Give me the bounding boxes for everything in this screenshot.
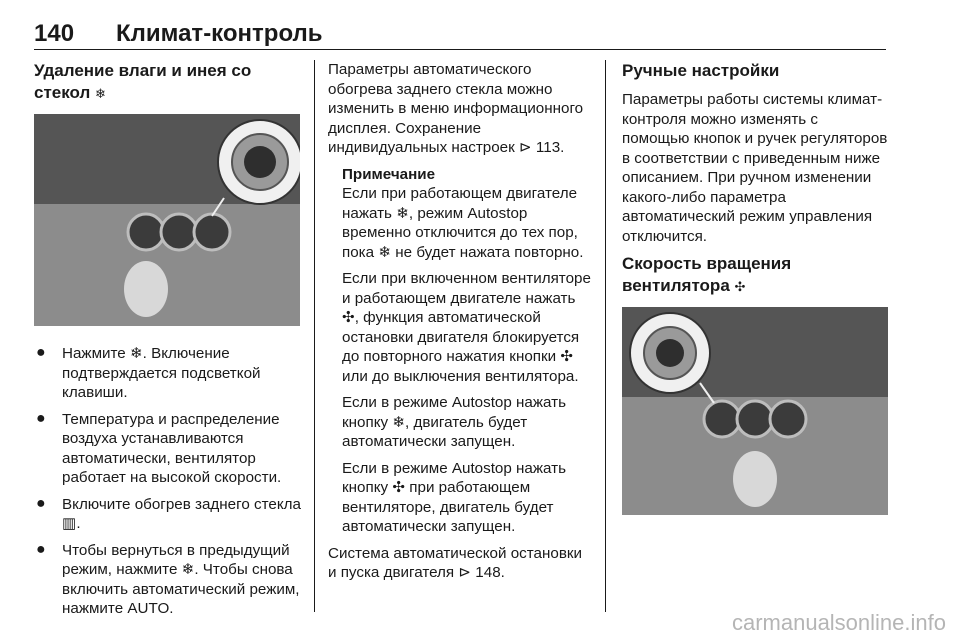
windshield-defrost-icon: ❄ [95,87,106,102]
bullet-icon: ● [36,344,46,361]
list-item: ● Температура и распределение воздуха устанавливаются автоматически, вентилятор работает на высокой скорости. [36,409,282,486]
section-heading-defrost: Удаление влаги и инея со стекол ❄ [34,61,252,102]
column-divider [605,60,606,612]
note-paragraph: Если при включенном вентиляторе и работающем двигателе нажать ✣, функция автоматической остановки двигателя блокируется до повторного нажатия кнопки ✣ или до выключения вентилятора. [342,270,591,385]
defrost-steps [34,344,302,619]
bullet-icon: ● [36,409,46,427]
bullet-icon: ● [36,540,46,558]
column-left [34,60,302,626]
column-right [622,60,888,533]
fan-icon: ✣ [734,280,746,295]
list-item: ● Чтобы вернуться в предыдущий режим, нажмите ❄. Чтобы снова включить автоматический режим, нажмите AUTO. [36,540,300,617]
note-title: Примечание [342,165,436,183]
fan-control-photo [622,307,888,515]
list-item: ● Нажмите ❄. Включение подтверждается подсветкой клавиши. [36,344,261,401]
note-paragraph: Если в режиме Autostop нажать кнопку ❄, двигатель будет автоматически запущен. [342,394,567,450]
bullet-icon: ● [36,494,46,512]
autostop-intro: Параметры автоматического обогрева заднего стекла можно изменить в меню информационного дисплея. Сохранение индивидуальных настроек ⊳ 113. [328,61,584,156]
page-title: Климат-контроль [116,20,323,47]
section-heading-fan-speed: Скорость вращения вентилятора ✣ [622,254,792,295]
note-block [328,165,592,537]
list-item: ● Включите обогрев заднего стекла ▥. [36,494,301,532]
note-paragraph: Если при работающем двигателе нажать ❄, режим Autostop временно отключится до тех пор, пока ❄ не будет нажата повторно. [342,185,584,261]
column-middle [328,60,592,590]
watermark: carmanualsonline.info [731,610,946,635]
header-rule [34,49,886,50]
note-paragraph: Если в режиме Autostop нажать кнопку ✣ при работающем вентиляторе, двигатель будет автоматически запущен. [342,459,567,535]
column-divider [314,60,315,612]
defrost-control-photo [34,114,300,326]
section-heading-manual: Ручные настройки [622,61,780,80]
autostop-outro: Система автоматической остановки и пуска двигателя ⊳ 148. [328,544,583,581]
manual-intro: Параметры работы системы климат-контроля можно изменять с помощью кнопок и ручек регуляторов в соответствии с приведенным ниже описанием. При ручном изменении какого-либо параметра автоматический режим управления отключится. [622,91,888,245]
page-header [34,20,886,50]
page-number: 140 [34,20,75,47]
